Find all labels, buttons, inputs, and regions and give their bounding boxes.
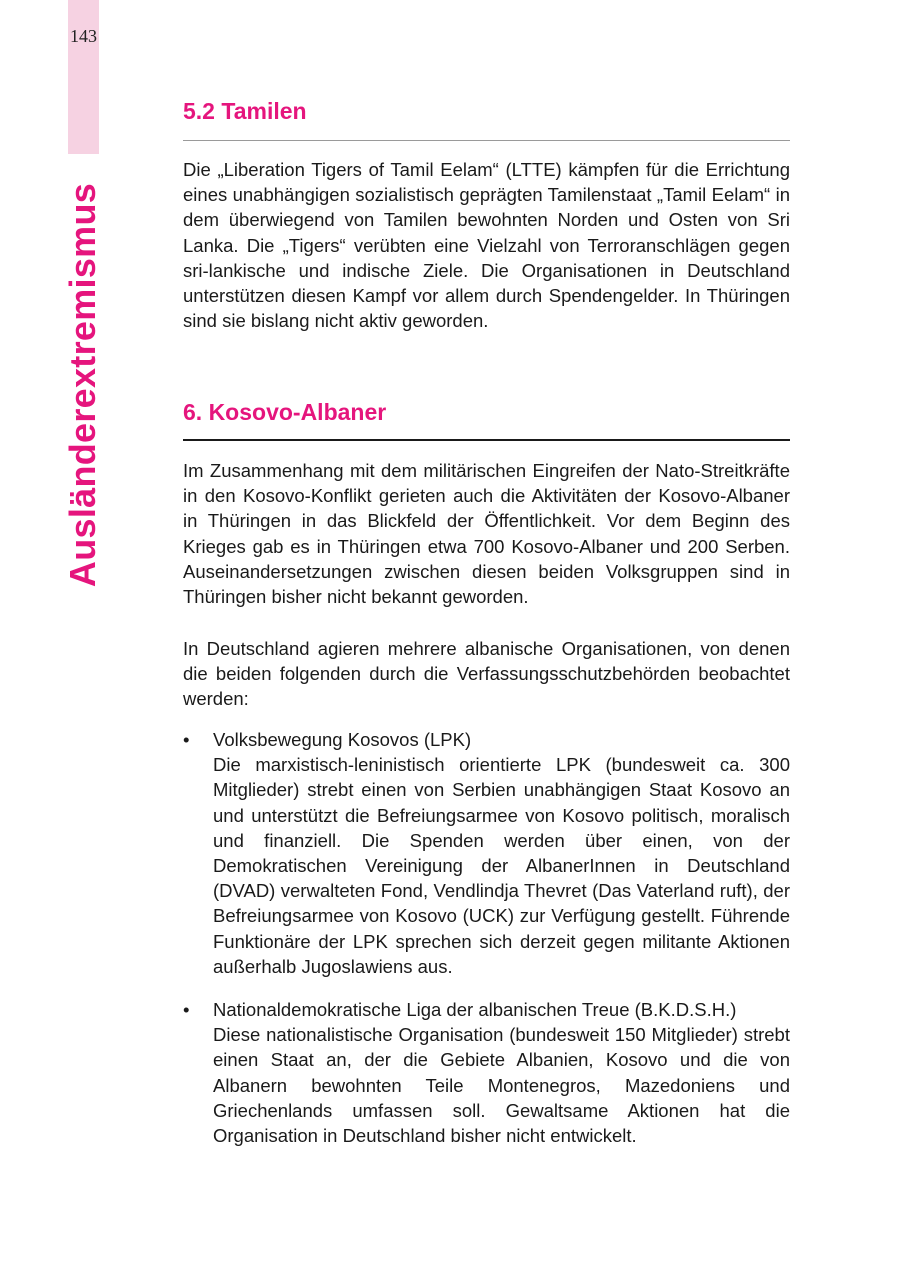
- list-item-body: [213, 997, 790, 1148]
- heading-rule: [183, 140, 790, 141]
- paragraph-kosovo-intro: Im Zusammenhang mit dem militärischen Eingreifen der Nato-Streitkräfte in den Kosovo-Konflikt gerieten auch die Aktivitäten der Kosovo-Albaner in Thüringen in das Blickfeld der Öffentlichkeit. Vor dem Beginn des Krieges gab es in Thüringen etwa 700 Kosovo-Albaner und 200 Serben. Auseinandersetzungen zwischen diesen beiden Volksgruppen sind in Thüringen bisher nicht bekannt geworden.: [183, 460, 790, 608]
- heading-rule: [183, 439, 790, 441]
- page-tab-marker: [68, 0, 99, 154]
- section-heading-kosovo: 6. Kosovo-Albaner: [183, 399, 387, 425]
- bullet-marker: •: [183, 729, 190, 750]
- list-item-title: Volksbewegung Kosovos (LPK): [213, 729, 472, 750]
- paragraph-kosovo-organisations: In Deutschland agieren mehrere albanische Organisationen, von denen die beiden folgenden durch die Verfassungsschutzbehörden beobachtet werden:: [183, 638, 790, 710]
- list-item-title: Nationaldemokratische Liga der albanischen Treue (B.K.D.S.H.): [213, 999, 737, 1020]
- section-heading-tamilen: 5.2 Tamilen: [183, 98, 307, 124]
- paragraph-tamilen: Die „Liberation Tigers of Tamil Eelam“ (LTTE) kämpfen für die Errichtung eines unabhängigen sozialistisch geprägten Tamilenstaat „Tamil Eelam“ in dem überwiegend von Tamilen bewohnten Norden und Osten von Sri Lanka. Die „Tigers“ verübten eine Vielzahl von Terroranschlägen gegen sri-lankische und indische Ziele. Die Organisationen in Deutschland unterstützen diesen Kampf vor allem durch Spendengelder. In Thüringen sind sie bislang nicht aktiv geworden.: [183, 159, 790, 332]
- list-item-text: Die marxistisch-leninistisch orientierte LPK (bundesweit ca. 300 Mitglieder) strebt einen von Serbien unabhängigen Staat Kosovo an und unterstützt die Befreiungsarmee von Kosovo politisch, moralisch und finanziell. Die Spenden werden über einen, von der Demokratischen Vereinigung der AlbanerInnen in Deutschland (DVAD) verwalteten Fond, Vendlindja Thevret (Das Vaterland ruft), der Befreiungsarmee von Kosovo (UCK) zur Verfügung gestellt. Führende Funktionäre der LPK sprechen sich derzeit gegen militante Aktionen außerhalb Jugoslawiens aus.: [213, 754, 790, 977]
- page-number: 143: [70, 26, 97, 46]
- list-item-body: [213, 727, 790, 979]
- bullet-marker: •: [183, 999, 190, 1020]
- list-item-text: Diese nationalistische Organisation (bundesweit 150 Mitglieder) strebt einen Staat an, der die Gebiete Albanien, Kosovo und die von Albanern bewohnten Teile Montenegros, Mazedoniens und Griechenlands umfassen soll. Gewaltsame Aktionen hat die Organisation in Deutschland bisher nicht entwickelt.: [213, 1024, 790, 1147]
- chapter-side-title: Ausländerextremismus: [62, 182, 103, 588]
